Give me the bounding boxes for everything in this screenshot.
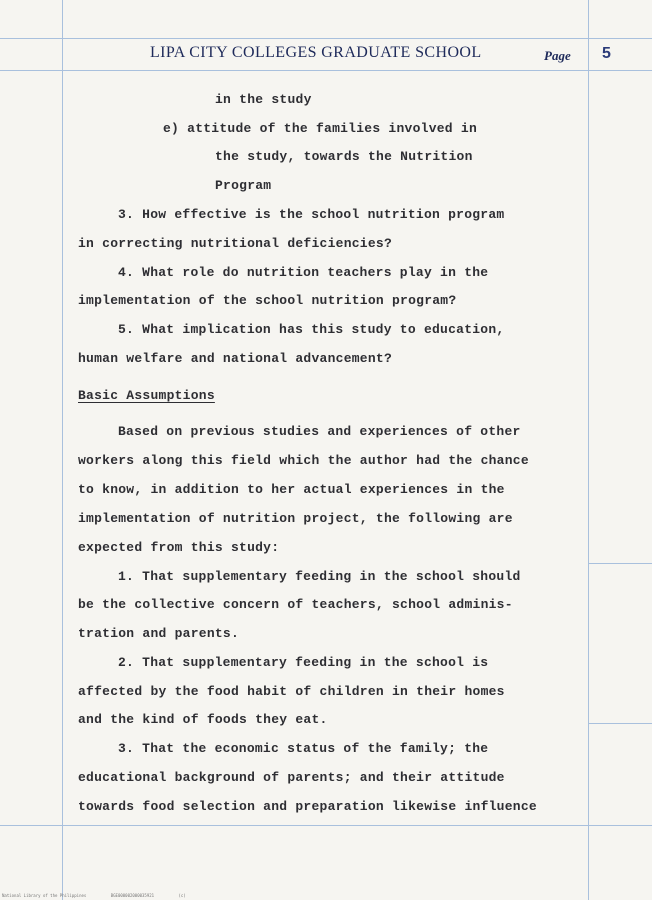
text-line: the study, towards the Nutrition	[215, 149, 473, 164]
footer-rule	[0, 825, 652, 826]
institution-title: LIPA CITY COLLEGES GRADUATE SCHOOL	[150, 44, 482, 61]
text-line: and the kind of foods they eat.	[78, 712, 328, 727]
footer-note: (c)	[178, 893, 186, 898]
page-label: Page	[544, 48, 571, 63]
text-line: 5. What implication has this study to education,	[118, 322, 505, 337]
margin-rule-right	[588, 0, 589, 900]
page-number: 5	[602, 45, 611, 62]
text-line: expected from this study:	[78, 540, 280, 555]
ledger-rule	[588, 723, 652, 724]
margin-rule-left	[62, 0, 63, 900]
text-line: tration and parents.	[78, 626, 240, 641]
text-line: human welfare and national advancement?	[78, 351, 392, 366]
text-line: 2. That supplementary feeding in the school is	[118, 655, 489, 670]
text-line: affected by the food habit of children in their homes	[78, 684, 505, 699]
ledger-rule	[588, 563, 652, 564]
text-line: e) attitude of the families involved in	[163, 121, 477, 136]
text-line: 3. How effective is the school nutrition program	[118, 207, 505, 222]
text-line: Program	[215, 178, 272, 193]
text-line: educational background of parents; and their attitude	[78, 770, 505, 785]
text-line: Based on previous studies and experiences of other	[118, 424, 521, 439]
footer-code: BGE000002000035921	[110, 893, 155, 898]
text-line: 1. That supplementary feeding in the school should	[118, 569, 521, 584]
text-line: be the collective concern of teachers, school adminis-	[78, 597, 513, 612]
section-heading: Basic Assumptions	[78, 388, 215, 403]
text-line: 3. That the economic status of the family; the	[118, 741, 489, 756]
scan-footer	[2, 893, 208, 898]
text-line: towards food selection and preparation likewise influence	[78, 799, 537, 814]
text-line: 4. What role do nutrition teachers play in the	[118, 265, 489, 280]
header-rule	[0, 38, 652, 39]
text-line: implementation of nutrition project, the following are	[78, 511, 513, 526]
header-rule-lower	[0, 70, 652, 71]
footer-library: National Library of the Philippines	[2, 893, 87, 898]
text-line: to know, in addition to her actual experiences in the	[78, 482, 505, 497]
text-line: in correcting nutritional deficiencies?	[78, 236, 392, 251]
text-line: implementation of the school nutrition program?	[78, 293, 457, 308]
text-line: in the study	[215, 92, 312, 107]
text-line: workers along this field which the author had the chance	[78, 453, 529, 468]
